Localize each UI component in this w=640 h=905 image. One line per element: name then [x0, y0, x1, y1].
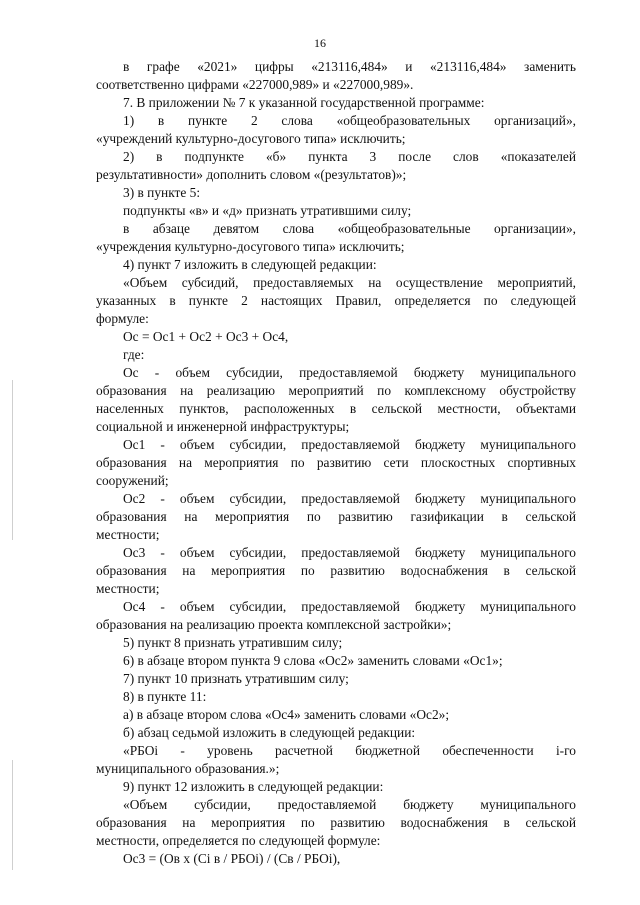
text-line: 8) в пункте 11: [123, 689, 207, 704]
text-line: 9) пункт 12 изложить в следующей редакции: [123, 779, 384, 794]
text-line: Ос3 - объем субсидии, предоставляемой бюджету муниципального [123, 545, 576, 560]
text-line: сооружений; [96, 473, 169, 488]
text-line: местности, определяется по следующей формуле: [96, 833, 381, 848]
text-line: 6) в абзаце втором пункта 9 слова «Ос2» заменить словами «Ос1»; [123, 653, 503, 668]
text-line: в абзаце девятом слова «общеобразовательные организации», [123, 221, 576, 236]
text-line: населенных пунктов, расположенных в сельской местности, объектами [96, 401, 576, 416]
text-line: Ос2 - объем субсидии, предоставляемой бюджету муниципального [123, 491, 576, 506]
text-line: «учреждения культурно-досугового типа» исключить; [96, 239, 405, 254]
text-line: 2) в подпункте «б» пункта 3 после слов «показателей [123, 149, 576, 164]
text-line: 7. В приложении № 7 к указанной государственной программе: [123, 95, 485, 110]
text-line: а) в абзаце втором слова «Ос4» заменить словами «Ос2»; [123, 707, 450, 722]
text-line: где: [123, 347, 145, 362]
text-line: Ос1 - объем субсидии, предоставляемой бюджету муниципального [123, 437, 576, 452]
text-line: образования на реализацию мероприятий по комплексному обустройству [96, 383, 576, 398]
scan-edge-mark [12, 380, 13, 540]
text-line: «Объем субсидий, предоставляемых на осуществление мероприятий, [123, 275, 576, 290]
text-line: Ос - объем субсидии, предоставляемой бюджету муниципального [123, 365, 576, 380]
text-line: образования на реализацию проекта комплексной застройки»; [96, 617, 452, 632]
formula-line: Ос = Ос1 + Ос2 + Ос3 + Ос4, [123, 329, 289, 344]
text-line: образования на мероприятия по развитию сети плоскостных спортивных [96, 455, 576, 470]
document-body [96, 58, 576, 868]
scan-edge-mark [12, 760, 13, 870]
text-line: в графе «2021» цифры «213116,484» и «213116,484» заменить [123, 59, 576, 74]
text-line: подпункты «в» и «д» признать утратившими силу; [123, 203, 412, 218]
text-line: муниципального образования.»; [96, 761, 280, 776]
text-line: образования на мероприятия по развитию водоснабжения в сельской [96, 815, 576, 830]
text-line: 4) пункт 7 изложить в следующей редакции: [123, 257, 377, 272]
text-line: 7) пункт 10 признать утратившим силу; [123, 671, 349, 686]
text-line: б) абзац седьмой изложить в следующей редакции: [123, 725, 416, 740]
text-line: социальной и инженерной инфраструктуры; [96, 419, 350, 434]
text-line: 5) пункт 8 признать утратившим силу; [123, 635, 343, 650]
text-line: Ос4 - объем субсидии, предоставляемой бюджету муниципального [123, 599, 576, 614]
text-line: 1) в пункте 2 слова «общеобразовательных организаций», [123, 113, 576, 128]
formula-line: Ос3 = (Ов х (Сi в / РБОi) / (Св / РБОi), [123, 851, 341, 866]
page-number: 16 [314, 36, 326, 50]
text-line: указанных в пункте 2 настоящих Правил, определяется по следующей [96, 293, 576, 308]
text-line: соответственно цифрами «227000,989» и «227000,989». [96, 77, 414, 92]
text-line: «учреждений культурно-досугового типа» исключить; [96, 131, 406, 146]
text-line: «РБОi - уровень расчетной бюджетной обеспеченности i-го [123, 743, 576, 758]
text-line: результативности» дополнить словом «(результатов)»; [96, 167, 407, 182]
text-line: «Объем субсидии, предоставляемой бюджету муниципального [123, 797, 576, 812]
text-line: местности; [96, 527, 160, 542]
text-line: местности; [96, 581, 160, 596]
text-line: образования на мероприятия по развитию водоснабжения в сельской [96, 563, 576, 578]
text-line: формуле: [96, 311, 149, 326]
text-line: 3) в пункте 5: [123, 185, 201, 200]
text-line: образования на мероприятия по развитию газификации в сельской [96, 509, 576, 524]
